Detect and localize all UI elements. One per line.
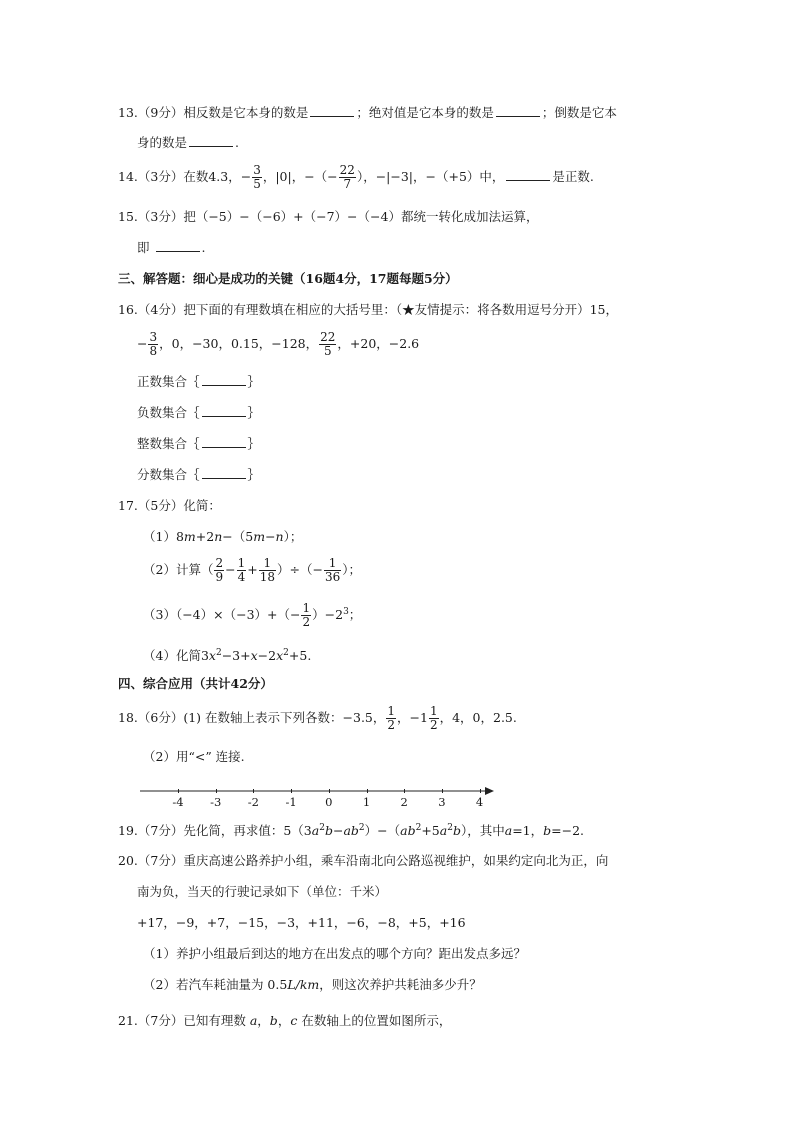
q17-part-1: （1）8m+2n−（5m−n）； [143, 529, 303, 544]
q20-line2: 南为负，当天的行驶记录如下（单位：千米） [137, 884, 388, 899]
q13-line2 [137, 134, 239, 152]
number-line-tick-label: 4 [475, 795, 484, 809]
q14-text-d: 是正数. [552, 169, 594, 184]
q14-fraction-1 [252, 164, 262, 191]
section-4-title: 四、综合应用（共计42分） [118, 676, 273, 691]
q20-line1: 20.（7分）重庆高速公路养护小组，乘车沿南北向公路巡视维护，如果约定向北为正，向 [118, 853, 609, 868]
q16-set-negative [137, 404, 260, 422]
q16-set-fraction [137, 466, 260, 484]
q13-blank-1[interactable] [310, 104, 354, 117]
fraction: $\frac{1}{2}$ [302, 601, 311, 630]
set-close: ｝ [247, 374, 261, 389]
set-close: ｝ [247, 436, 261, 451]
denominator: 5 [323, 344, 332, 358]
q16-line1: 16.（4分）把下面的有理数填在相应的大括号里：（★友情提示：将各数用逗号分开）15， [118, 302, 618, 317]
q14-line [118, 163, 594, 191]
number-line-tick [291, 789, 292, 793]
q15-line1: 15.（3分）把（−5）−（−6）+（−7）−（−4）都统一转化成加法运算， [118, 209, 539, 224]
number-line-tick [253, 789, 254, 793]
q16-line2: − $\frac{3}{8}$ ，0，−30，0.15，−128， $\frac{22}{5}$ ，+20，−2.6 [137, 330, 420, 358]
number-line-tick-label: 0 [325, 795, 333, 809]
q15-text-a: 即 [137, 240, 150, 255]
set-label: 整数集合｛ [137, 436, 200, 451]
number-line-tick-label: 2 [400, 795, 408, 809]
number-line-tick-label: 3 [438, 795, 446, 809]
q17-part-3: （3）（−4）×（−3）+（− $\frac{1}{2}$ ）$-2^3$； [143, 601, 362, 630]
q13-line1 [118, 104, 617, 122]
q19-line: 19.（7分）先化简，再求值：$5(3a^2b-ab^2)-(ab^2+5a^2b)$，其中a=1，b=−2. [118, 823, 585, 839]
number-line-tick [480, 789, 481, 793]
set-blank[interactable] [202, 404, 246, 417]
q13-text-d: 身的数是 [137, 135, 188, 150]
set-close: ｝ [247, 467, 261, 482]
q15-line2 [137, 239, 205, 257]
set-blank[interactable] [202, 373, 246, 386]
fraction: $\frac{1}{2}$ [429, 704, 438, 732]
q20-line3: +17，−9，+7，−15，−3，+11，−6，−8，+5，+16 [137, 915, 466, 930]
q17-part-4: （4）化简$3x^2-3+x-2x^2+5$. [143, 648, 312, 664]
q16-fraction-1 [148, 331, 158, 358]
numerator: 3 [149, 330, 158, 344]
number-line-tick [442, 789, 443, 793]
numerator: 3 [253, 163, 261, 177]
q13-text-b: ；绝对值是它本身的数是 [356, 105, 494, 120]
q13-text-a: 13.（9分）相反数是它本身的数是 [118, 105, 309, 120]
q13-text-c: ；倒数是它本 [541, 105, 617, 120]
set-label: 正数集合｛ [137, 374, 200, 389]
set-label: 分数集合｛ [137, 467, 200, 482]
q15-blank[interactable] [156, 239, 200, 252]
number-line-tick-label: -4 [172, 795, 184, 809]
q14-blank[interactable] [506, 168, 550, 181]
number-line-tick [178, 789, 179, 793]
q13-blank-3[interactable] [189, 134, 233, 147]
denominator: 5 [253, 177, 261, 191]
number-line-tick-label: -3 [210, 795, 222, 809]
number-line-tick [404, 789, 405, 793]
set-label: 负数集合｛ [137, 405, 200, 420]
q16-fraction-2 [319, 331, 336, 358]
number-line-tick [329, 789, 330, 793]
fraction: $\frac{1}{2}$ [387, 704, 396, 732]
q13-period: . [235, 135, 239, 150]
fraction: $\frac{1}{18}$ [259, 556, 275, 584]
section-3-title: 三、解答题：细心是成功的关键（16题4分，17题每题5分） [118, 271, 458, 286]
denominator: 7 [343, 177, 352, 191]
q14-fraction-2 [339, 164, 356, 191]
denominator: 8 [149, 344, 158, 358]
q13-blank-2[interactable] [496, 104, 540, 117]
q17-heading: 17.（5分）化简： [118, 498, 221, 513]
fraction: $\frac{2}{9}$ [215, 556, 224, 584]
q21-line: 21.（7分）已知有理数 a，b，c 在数轴上的位置如图所示， [118, 1013, 452, 1028]
number-line-tick-label: -1 [285, 795, 297, 809]
q18-line1: 18.（6分）(1) 在数轴上表示下列各数：−3.5， $\frac{1}{2}$ ，−1 $\frac{1}{2}$ ，4，0，2.5. [118, 704, 517, 732]
q14-text-b: ，|0|，−（− [262, 169, 338, 184]
q16-numbers-b: ，+20，−2.6 [337, 336, 420, 351]
fraction: $\frac{1}{36}$ [324, 556, 341, 584]
set-blank[interactable] [202, 466, 246, 479]
q17-part-2: （2）计算（ $\frac{2}{9}$ − $\frac{1}{4}$ + $\frac{1}{18}$ ）÷（− $\frac{1}{36}$ ）； [143, 556, 361, 584]
number-line [140, 775, 500, 807]
q16-set-integer [137, 435, 260, 453]
numerator: 22 [320, 330, 336, 344]
q16-numbers-a: ，0，−30，0.15，−128， [159, 336, 319, 351]
number-line-tick [367, 789, 368, 793]
set-close: ｝ [247, 405, 261, 420]
q15-period: . [201, 240, 206, 255]
q20-part-2: （2）若汽车耗油量为 0.5L/km，则这次养护共耗油多少升？ [143, 977, 482, 992]
number-line-tick-label: -2 [247, 795, 259, 809]
set-blank[interactable] [202, 435, 246, 448]
number-line-tick-label: 1 [362, 795, 371, 809]
q20-part-1: （1）养护小组最后到达的地方在出发点的哪个方向？距出发点多远？ [143, 946, 526, 961]
number-line-tick [216, 789, 217, 793]
q18-line2: （2）用“<” 连接. [143, 749, 245, 764]
fraction: $\frac{1}{4}$ [237, 556, 246, 584]
q16-set-positive [137, 373, 260, 391]
numerator: 22 [339, 163, 355, 177]
q14-text-a: 14.（3分）在数4.3，− [118, 169, 252, 184]
q14-text-c: ），−|−3|，−（+5）中， [356, 169, 505, 184]
